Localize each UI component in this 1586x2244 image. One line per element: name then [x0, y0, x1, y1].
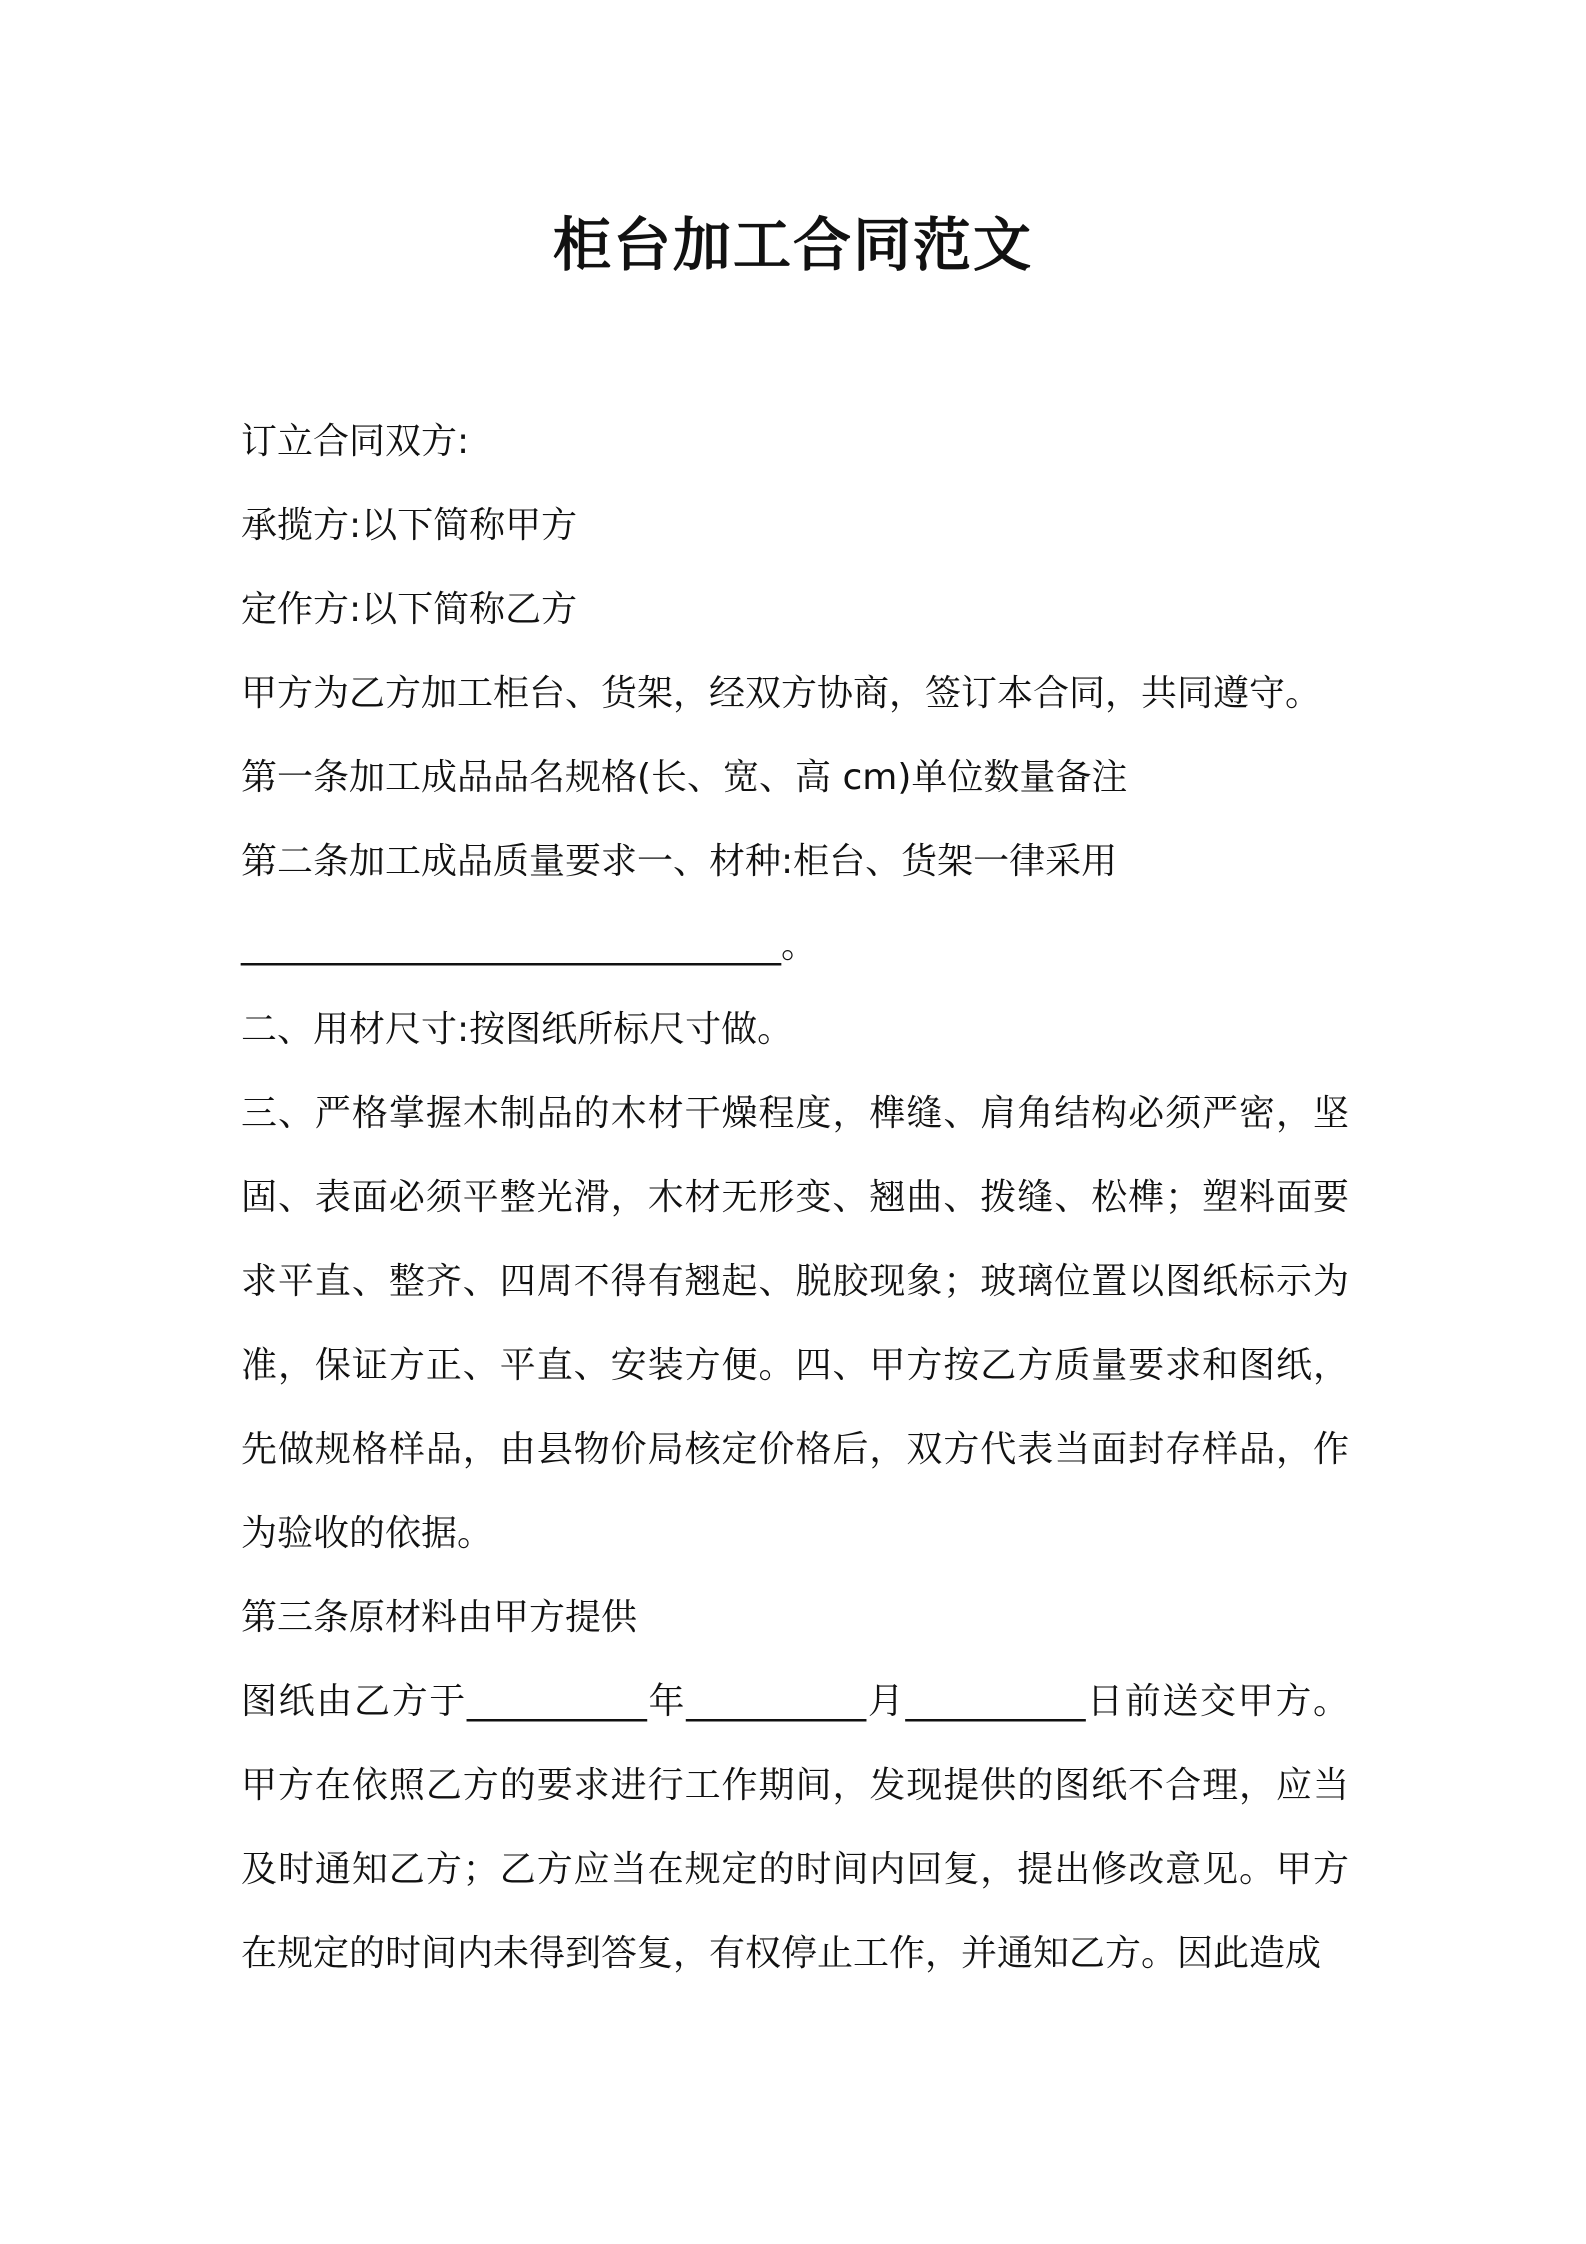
paragraph-article-3: 第三条原材料由甲方提供	[241, 1597, 638, 1638]
paragraph-quality-requirements: 三、严格掌握木制品的木材干燥程度，榫缝、肩角结构必须严密，坚固、表面必须平整光滑，木材无形变、翘曲、拨缝、松榫；塑料面要求平直、整齐、四周不得有翘起、脱胶现象；玻璃位置以图纸标示为准，保证方正、平直、安装方便。四、甲方按乙方质量要求和图纸，先做规格样品，由县物价局核定价格后，双方代表当面封存样品，作为验收的依据。	[241, 1093, 1349, 1554]
paragraph-parties: 订立合同双方:	[241, 421, 470, 462]
paragraph-article-1: 第一条加工成品品名规格(长、宽、高 cm)单位数量备注	[241, 757, 1128, 798]
document-title: 柜台加工合同范文	[552, 211, 1033, 279]
paragraph-dimensions: 二、用材尺寸:按图纸所标尺寸做。	[241, 1009, 794, 1050]
paragraph-drawings: 图纸由乙方于__________年__________月__________日前送交甲方。甲方在依照乙方的要求进行工作期间，发现提供的图纸不合理，应当及时通知乙方；乙方应当在规定的时间内回复，提出修改意见。甲方在规定的时间内未得到答复，有权停止工作，并通知乙方。因此造成	[241, 1681, 1349, 1974]
paragraph-article-2: 第二条加工成品质量要求一、材种:柜台、货架一律采用	[241, 841, 1118, 882]
paragraph-preamble: 甲方为乙方加工柜台、货架，经双方协商，签订本合同，共同遵守。	[241, 673, 1322, 714]
paragraph-orderer: 定作方:以下简称乙方	[241, 589, 578, 630]
paragraph-material-blank: ______________________________。	[241, 925, 817, 966]
document-body	[241, 400, 1349, 1996]
paragraph-contractor: 承揽方:以下简称甲方	[241, 505, 578, 546]
